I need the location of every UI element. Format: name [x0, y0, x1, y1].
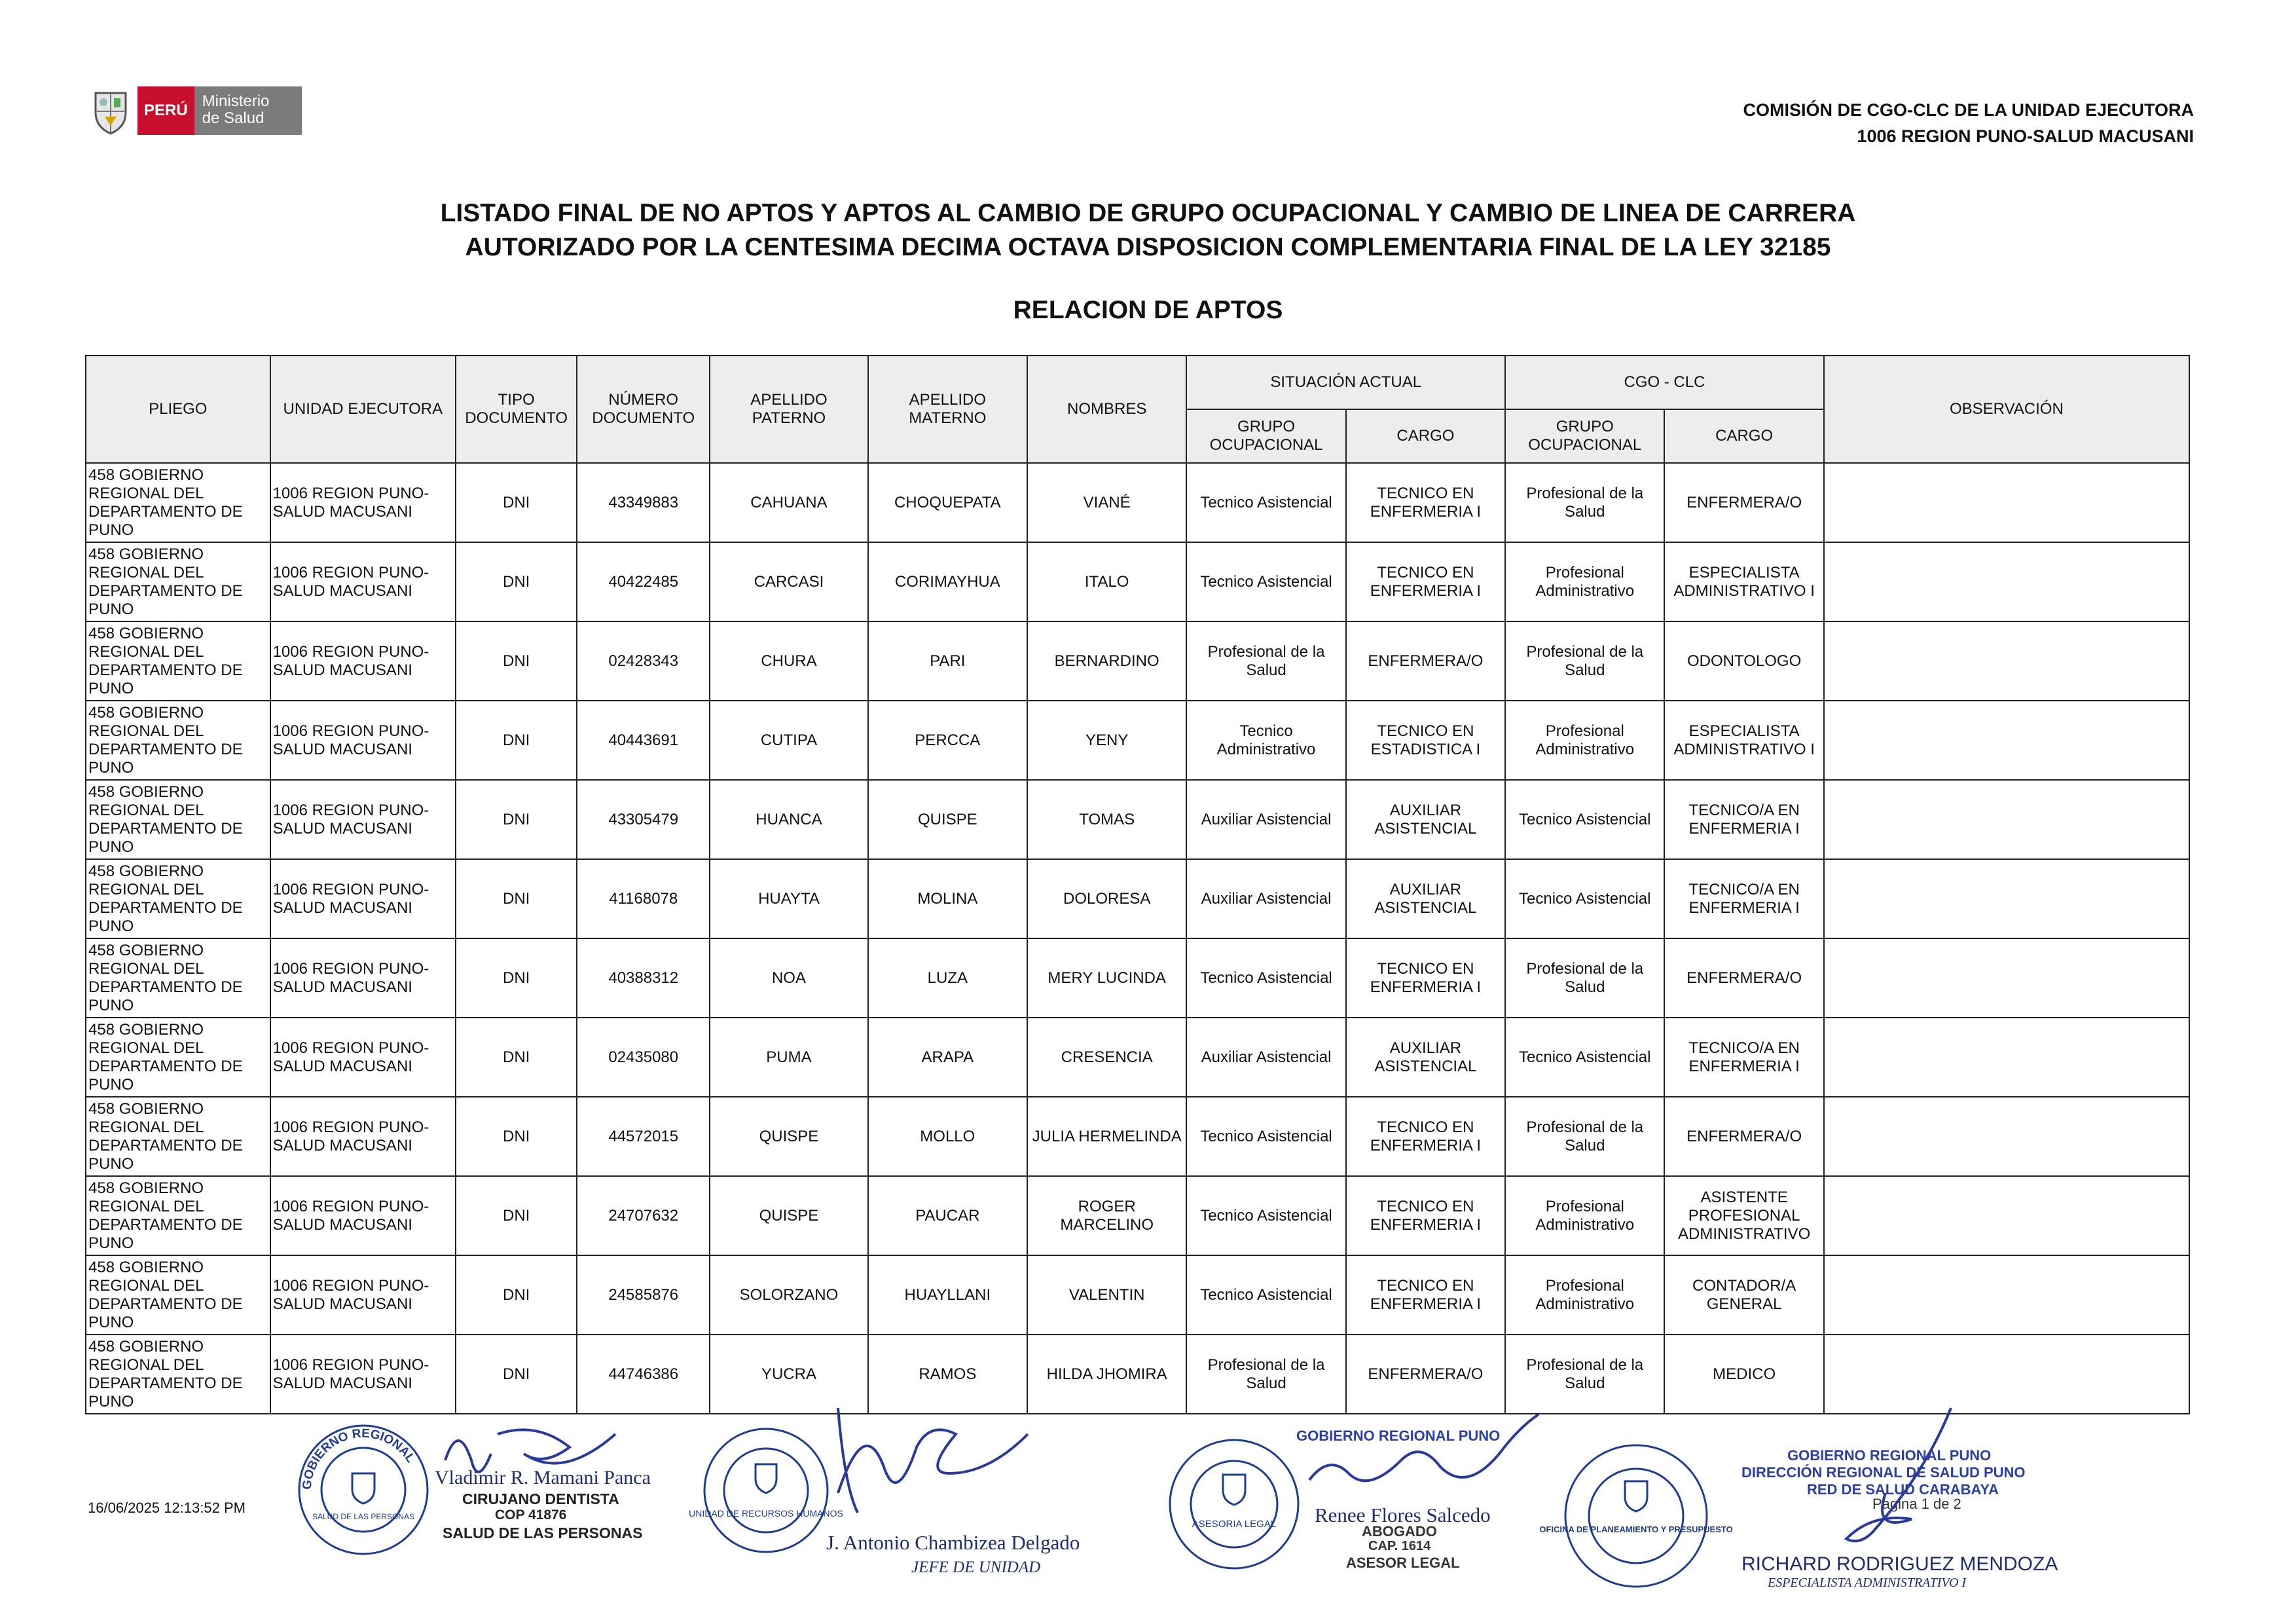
cell-cargo-actual: TECNICO EN ENFERMERIA I — [1346, 1176, 1505, 1255]
cell-cargo-actual: TECNICO EN ENFERMERIA I — [1346, 542, 1505, 621]
cell-unidad-ejecutora: 1006 REGION PUNO-SALUD MACUSANI — [270, 1097, 456, 1176]
cell-cargo-cgo: MEDICO — [1664, 1335, 1823, 1414]
cell-nombres: ITALO — [1027, 542, 1186, 621]
cell-numero-documento: 24585876 — [577, 1255, 710, 1335]
stamp4-text1: OFICINA DE PLANEAMIENTO Y PRESUPUESTO — [1539, 1524, 1733, 1534]
cell-pliego: 458 GOBIERNO REGIONAL DEL DEPARTAMENTO DE PUNO — [86, 542, 270, 621]
cell-nombres: CRESENCIA — [1027, 1018, 1186, 1097]
sig1-name: Vladimir R. Mamani Panca — [435, 1467, 651, 1488]
header-grupo-actual: GRUPO OCUPACIONAL — [1186, 409, 1345, 463]
stamp-asesoria-legal — [1165, 1435, 1303, 1573]
cell-unidad-ejecutora: 1006 REGION PUNO-SALUD MACUSANI — [270, 1335, 456, 1414]
signature-2 — [799, 1395, 1074, 1539]
cell-tipo-documento: DNI — [456, 463, 577, 542]
cell-observacion — [1824, 938, 2189, 1018]
cell-apellido-paterno: YUCRA — [710, 1335, 867, 1414]
cell-apellido-paterno: HUANCA — [710, 780, 867, 859]
cell-unidad-ejecutora: 1006 REGION PUNO-SALUD MACUSANI — [270, 542, 456, 621]
cell-cargo-actual: TECNICO EN ENFERMERIA I — [1346, 1255, 1505, 1335]
cell-numero-documento: 44572015 — [577, 1097, 710, 1176]
cell-observacion — [1824, 1255, 2189, 1335]
header-situacion-actual: SITUACIÓN ACTUAL — [1186, 356, 1505, 409]
cell-cargo-cgo: ESPECIALISTA ADMINISTRATIVO I — [1664, 542, 1823, 621]
cell-pliego: 458 GOBIERNO REGIONAL DEL DEPARTAMENTO DE PUNO — [86, 1097, 270, 1176]
cell-cargo-cgo: ENFERMERA/O — [1664, 463, 1823, 542]
cell-apellido-paterno: CAHUANA — [710, 463, 867, 542]
cell-pliego: 458 GOBIERNO REGIONAL DEL DEPARTAMENTO DE PUNO — [86, 621, 270, 701]
cell-apellido-paterno: CHURA — [710, 621, 867, 701]
cell-grupo-actual: Tecnico Asistencial — [1186, 542, 1345, 621]
cell-apellido-paterno: PUMA — [710, 1018, 867, 1097]
cell-pliego: 458 GOBIERNO REGIONAL DEL DEPARTAMENTO DE PUNO — [86, 1176, 270, 1255]
cell-observacion — [1824, 1018, 2189, 1097]
cell-unidad-ejecutora: 1006 REGION PUNO-SALUD MACUSANI — [270, 859, 456, 938]
cell-grupo-actual: Profesional de la Salud — [1186, 621, 1345, 701]
cell-cargo-actual: AUXILIAR ASISTENCIAL — [1346, 1018, 1505, 1097]
table-row — [86, 701, 2189, 780]
cell-cargo-actual: TECNICO EN ENFERMERIA I — [1346, 938, 1505, 1018]
cell-nombres: VALENTIN — [1027, 1255, 1186, 1335]
cell-tipo-documento: DNI — [456, 1097, 577, 1176]
cell-nombres: BERNARDINO — [1027, 621, 1186, 701]
cell-apellido-paterno: NOA — [710, 938, 867, 1018]
commission-line1: COMISIÓN DE CGO-CLC DE LA UNIDAD EJECUTORA — [1743, 100, 2194, 120]
cell-unidad-ejecutora: 1006 REGION PUNO-SALUD MACUSANI — [270, 1255, 456, 1335]
cell-grupo-actual: Tecnico Administrativo — [1186, 701, 1345, 780]
cell-observacion — [1824, 542, 2189, 621]
cell-cargo-cgo: ESPECIALISTA ADMINISTRATIVO I — [1664, 701, 1823, 780]
cell-nombres: TOMAS — [1027, 780, 1186, 859]
cell-apellido-paterno: SOLORZANO — [710, 1255, 867, 1335]
cell-tipo-documento: DNI — [456, 1176, 577, 1255]
sig4-line3: RED DE SALUD CARABAYA — [1807, 1481, 1999, 1498]
sig4-name: RICHARD RODRIGUEZ MENDOZA — [1741, 1553, 2058, 1575]
cell-unidad-ejecutora: 1006 REGION PUNO-SALUD MACUSANI — [270, 1018, 456, 1097]
cell-cargo-cgo: ENFERMERA/O — [1664, 938, 1823, 1018]
cell-cargo-actual: TECNICO EN ENFERMERIA I — [1346, 463, 1505, 542]
cell-grupo-actual: Auxiliar Asistencial — [1186, 780, 1345, 859]
sig4-line2: DIRECCIÓN REGIONAL DE SALUD PUNO — [1741, 1464, 2026, 1481]
cell-numero-documento: 40388312 — [577, 938, 710, 1018]
cell-cargo-actual: TECNICO EN ESTADISTICA I — [1346, 701, 1505, 780]
cell-pliego: 458 GOBIERNO REGIONAL DEL DEPARTAMENTO DE PUNO — [86, 1018, 270, 1097]
logo-ministry — [194, 86, 302, 135]
cell-grupo-actual: Tecnico Asistencial — [1186, 463, 1345, 542]
cell-cargo-actual: AUXILIAR ASISTENCIAL — [1346, 780, 1505, 859]
signature-3 — [1296, 1408, 1558, 1506]
sig3-role1: ABOGADO — [1362, 1523, 1437, 1540]
cell-unidad-ejecutora: 1006 REGION PUNO-SALUD MACUSANI — [270, 621, 456, 701]
coat-of-arms-icon — [90, 86, 131, 135]
cell-observacion — [1824, 463, 2189, 542]
table-body — [86, 463, 2189, 1414]
cell-nombres: JULIA HERMELINDA — [1027, 1097, 1186, 1176]
header-numero-documento: NÚMERO DOCUMENTO — [577, 356, 710, 463]
cell-apellido-paterno: HUAYTA — [710, 859, 867, 938]
table-row — [86, 463, 2189, 542]
stamp1-text1: GOBIERNO REGIONAL — [300, 1426, 418, 1490]
title-line2: AUTORIZADO POR LA CENTESIMA DECIMA OCTAVA DISPOSICION COMPLEMENTARIA FINAL DE LA LEY 32185 — [465, 233, 1831, 261]
cell-unidad-ejecutora: 1006 REGION PUNO-SALUD MACUSANI — [270, 463, 456, 542]
commission-header — [1743, 97, 2194, 149]
cell-grupo-actual: Profesional de la Salud — [1186, 1335, 1345, 1414]
cell-numero-documento: 40443691 — [577, 701, 710, 780]
sig3-role2: CAP. 1614 — [1368, 1539, 1431, 1553]
cell-pliego: 458 GOBIERNO REGIONAL DEL DEPARTAMENTO DE PUNO — [86, 463, 270, 542]
cell-grupo-actual: Tecnico Asistencial — [1186, 1176, 1345, 1255]
cell-observacion — [1824, 621, 2189, 701]
cell-numero-documento: 44746386 — [577, 1335, 710, 1414]
header-cargo-actual: CARGO — [1346, 409, 1505, 463]
print-date: 16/06/2025 12:13:52 PM — [88, 1500, 246, 1516]
cell-numero-documento: 40422485 — [577, 542, 710, 621]
cell-nombres: YENY — [1027, 701, 1186, 780]
cell-grupo-cgo: Profesional Administrativo — [1505, 701, 1664, 780]
cell-grupo-cgo: Tecnico Asistencial — [1505, 1018, 1664, 1097]
cell-cargo-cgo: ODONTOLOGO — [1664, 621, 1823, 701]
cell-apellido-materno: QUISPE — [868, 780, 1027, 859]
logo-ministry-line1: Ministerio — [202, 92, 270, 110]
cell-cargo-cgo: CONTADOR/A GENERAL — [1664, 1255, 1823, 1335]
table-row — [86, 780, 2189, 859]
cell-apellido-materno: ARAPA — [868, 1018, 1027, 1097]
table-row — [86, 1176, 2189, 1255]
cell-grupo-actual: Tecnico Asistencial — [1186, 1255, 1345, 1335]
table-row — [86, 542, 2189, 621]
table-row — [86, 938, 2189, 1018]
cell-cargo-actual: ENFERMERA/O — [1346, 1335, 1505, 1414]
page-number: Pagina 1 de 2 — [1872, 1496, 1961, 1512]
cell-apellido-materno: RAMOS — [868, 1335, 1027, 1414]
header-grupo-cgo: GRUPO OCUPACIONAL — [1505, 409, 1664, 463]
cell-numero-documento: 43349883 — [577, 463, 710, 542]
cell-apellido-materno: PARI — [868, 621, 1027, 701]
cell-tipo-documento: DNI — [456, 780, 577, 859]
sig4-line1: GOBIERNO REGIONAL PUNO — [1787, 1447, 1992, 1464]
header-pliego: PLIEGO — [86, 356, 270, 463]
cell-cargo-cgo: TECNICO/A EN ENFERMERIA I — [1664, 1018, 1823, 1097]
cell-grupo-cgo: Profesional Administrativo — [1505, 1176, 1664, 1255]
cell-apellido-paterno: CARCASI — [710, 542, 867, 621]
cell-observacion — [1824, 780, 2189, 859]
sig1-role3: SALUD DE LAS PERSONAS — [443, 1524, 643, 1541]
cell-cargo-actual: ENFERMERA/O — [1346, 621, 1505, 701]
cell-tipo-documento: DNI — [456, 621, 577, 701]
commission-line2: 1006 REGION PUNO-SALUD MACUSANI — [1857, 126, 2194, 146]
sig3-role3: ASESOR LEGAL — [1346, 1555, 1460, 1571]
aptos-table — [85, 355, 2190, 1414]
cell-tipo-documento: DNI — [456, 1018, 577, 1097]
stamp-salud-personas — [295, 1421, 432, 1559]
header-cargo-cgo: CARGO — [1664, 409, 1823, 463]
cell-unidad-ejecutora: 1006 REGION PUNO-SALUD MACUSANI — [270, 780, 456, 859]
sig1-role2: COP 41876 — [495, 1507, 567, 1522]
cell-cargo-cgo: TECNICO/A EN ENFERMERIA I — [1664, 780, 1823, 859]
table-row — [86, 621, 2189, 701]
cell-apellido-materno: PERCCA — [868, 701, 1027, 780]
stamp1-text2: SALUD DE LAS PERSONAS — [312, 1512, 415, 1521]
cell-observacion — [1824, 859, 2189, 938]
cell-cargo-actual: TECNICO EN ENFERMERIA I — [1346, 1097, 1505, 1176]
cell-pliego: 458 GOBIERNO REGIONAL DEL DEPARTAMENTO DE PUNO — [86, 938, 270, 1018]
cell-tipo-documento: DNI — [456, 1255, 577, 1335]
sig3-name: Renee Flores Salcedo — [1315, 1504, 1491, 1526]
cell-apellido-materno: MOLINA — [868, 859, 1027, 938]
header-apellido-paterno: APELLIDO PATERNO — [710, 356, 867, 463]
cell-numero-documento: 24707632 — [577, 1176, 710, 1255]
header-unidad-ejecutora: UNIDAD EJECUTORA — [270, 356, 456, 463]
cell-apellido-paterno: CUTIPA — [710, 701, 867, 780]
cell-pliego: 458 GOBIERNO REGIONAL DEL DEPARTAMENTO DE PUNO — [86, 701, 270, 780]
cell-apellido-materno: MOLLO — [868, 1097, 1027, 1176]
cell-nombres: HILDA JHOMIRA — [1027, 1335, 1186, 1414]
cell-tipo-documento: DNI — [456, 542, 577, 621]
cell-numero-documento: 02428343 — [577, 621, 710, 701]
cell-apellido-materno: CORIMAYHUA — [868, 542, 1027, 621]
cell-grupo-actual: Auxiliar Asistencial — [1186, 859, 1345, 938]
cell-grupo-cgo: Profesional de la Salud — [1505, 621, 1664, 701]
cell-unidad-ejecutora: 1006 REGION PUNO-SALUD MACUSANI — [270, 701, 456, 780]
table-row — [86, 859, 2189, 938]
cell-grupo-cgo: Profesional Administrativo — [1505, 1255, 1664, 1335]
cell-apellido-materno: CHOQUEPATA — [868, 463, 1027, 542]
cell-unidad-ejecutora: 1006 REGION PUNO-SALUD MACUSANI — [270, 1176, 456, 1255]
cell-nombres: ROGER MARCELINO — [1027, 1176, 1186, 1255]
cell-tipo-documento: DNI — [456, 859, 577, 938]
cell-grupo-actual: Tecnico Asistencial — [1186, 1097, 1345, 1176]
sig2-role: JEFE DE UNIDAD — [911, 1559, 1041, 1576]
sig2-name: J. Antonio Chambizea Delgado — [826, 1531, 1080, 1554]
header-apellido-materno: APELLIDO MATERNO — [868, 356, 1027, 463]
cell-grupo-cgo: Profesional de la Salud — [1505, 938, 1664, 1018]
logo-country: PERÚ — [137, 86, 194, 135]
cell-tipo-documento: DNI — [456, 938, 577, 1018]
header-observacion: OBSERVACIÓN — [1824, 356, 2189, 463]
title-line1: LISTADO FINAL DE NO APTOS Y APTOS AL CAMBIO DE GRUPO OCUPACIONAL Y CAMBIO DE LINEA DE CARRERA — [440, 199, 1856, 227]
ministerio-logo — [90, 86, 302, 135]
header-nombres: NOMBRES — [1027, 356, 1186, 463]
cell-apellido-materno: HUAYLLANI — [868, 1255, 1027, 1335]
sig4-role: ESPECIALISTA ADMINISTRATIVO I — [1768, 1576, 1967, 1590]
cell-nombres: VIANÉ — [1027, 463, 1186, 542]
table-row — [86, 1018, 2189, 1097]
stamp3-text1: ASESORIA LEGAL — [1192, 1519, 1277, 1530]
cell-pliego: 458 GOBIERNO REGIONAL DEL DEPARTAMENTO DE PUNO — [86, 1335, 270, 1414]
logo-ministry-line2: de Salud — [202, 109, 264, 127]
cell-numero-documento: 02435080 — [577, 1018, 710, 1097]
cell-cargo-cgo: TECNICO/A EN ENFERMERIA I — [1664, 859, 1823, 938]
document-subtitle: RELACION DE APTOS — [1013, 296, 1283, 324]
table-row — [86, 1255, 2189, 1335]
cell-grupo-cgo: Profesional de la Salud — [1505, 1335, 1664, 1414]
cell-apellido-materno: LUZA — [868, 938, 1027, 1018]
header-tipo-documento: TIPO DOCUMENTO — [456, 356, 577, 463]
cell-pliego: 458 GOBIERNO REGIONAL DEL DEPARTAMENTO DE PUNO — [86, 1255, 270, 1335]
document-title — [0, 196, 2296, 265]
sig3-header: GOBIERNO REGIONAL PUNO — [1296, 1428, 1501, 1444]
cell-grupo-cgo: Profesional de la Salud — [1505, 463, 1664, 542]
stamp2-text1: UNIDAD DE RECURSOS HUMANOS — [689, 1508, 843, 1519]
cell-pliego: 458 GOBIERNO REGIONAL DEL DEPARTAMENTO DE PUNO — [86, 859, 270, 938]
cell-observacion — [1824, 1097, 2189, 1176]
header-cgo-clc: CGO - CLC — [1505, 356, 1824, 409]
cell-tipo-documento: DNI — [456, 701, 577, 780]
cell-observacion — [1824, 1176, 2189, 1255]
cell-grupo-cgo: Profesional de la Salud — [1505, 1097, 1664, 1176]
signature-4 — [1768, 1395, 1990, 1565]
stamp-planeamiento — [1539, 1441, 1733, 1591]
cell-apellido-materno: PAUCAR — [868, 1176, 1027, 1255]
sig1-role1: CIRUJANO DENTISTA — [462, 1490, 619, 1507]
cell-grupo-cgo: Tecnico Asistencial — [1505, 780, 1664, 859]
cell-grupo-cgo: Tecnico Asistencial — [1505, 859, 1664, 938]
cell-apellido-paterno: QUISPE — [710, 1176, 867, 1255]
cell-apellido-paterno: QUISPE — [710, 1097, 867, 1176]
cell-grupo-actual: Tecnico Asistencial — [1186, 938, 1345, 1018]
cell-numero-documento: 43305479 — [577, 780, 710, 859]
cell-grupo-actual: Auxiliar Asistencial — [1186, 1018, 1345, 1097]
cell-tipo-documento: DNI — [456, 1335, 577, 1414]
cell-nombres: MERY LUCINDA — [1027, 938, 1186, 1018]
cell-pliego: 458 GOBIERNO REGIONAL DEL DEPARTAMENTO DE PUNO — [86, 780, 270, 859]
cell-nombres: DOLORESA — [1027, 859, 1186, 938]
table-row — [86, 1097, 2189, 1176]
cell-cargo-actual: AUXILIAR ASISTENCIAL — [1346, 859, 1505, 938]
cell-cargo-cgo: ASISTENTE PROFESIONAL ADMINISTRATIVO — [1664, 1176, 1823, 1255]
cell-unidad-ejecutora: 1006 REGION PUNO-SALUD MACUSANI — [270, 938, 456, 1018]
cell-cargo-cgo: ENFERMERA/O — [1664, 1097, 1823, 1176]
cell-grupo-cgo: Profesional Administrativo — [1505, 542, 1664, 621]
cell-observacion — [1824, 701, 2189, 780]
cell-numero-documento: 41168078 — [577, 859, 710, 938]
